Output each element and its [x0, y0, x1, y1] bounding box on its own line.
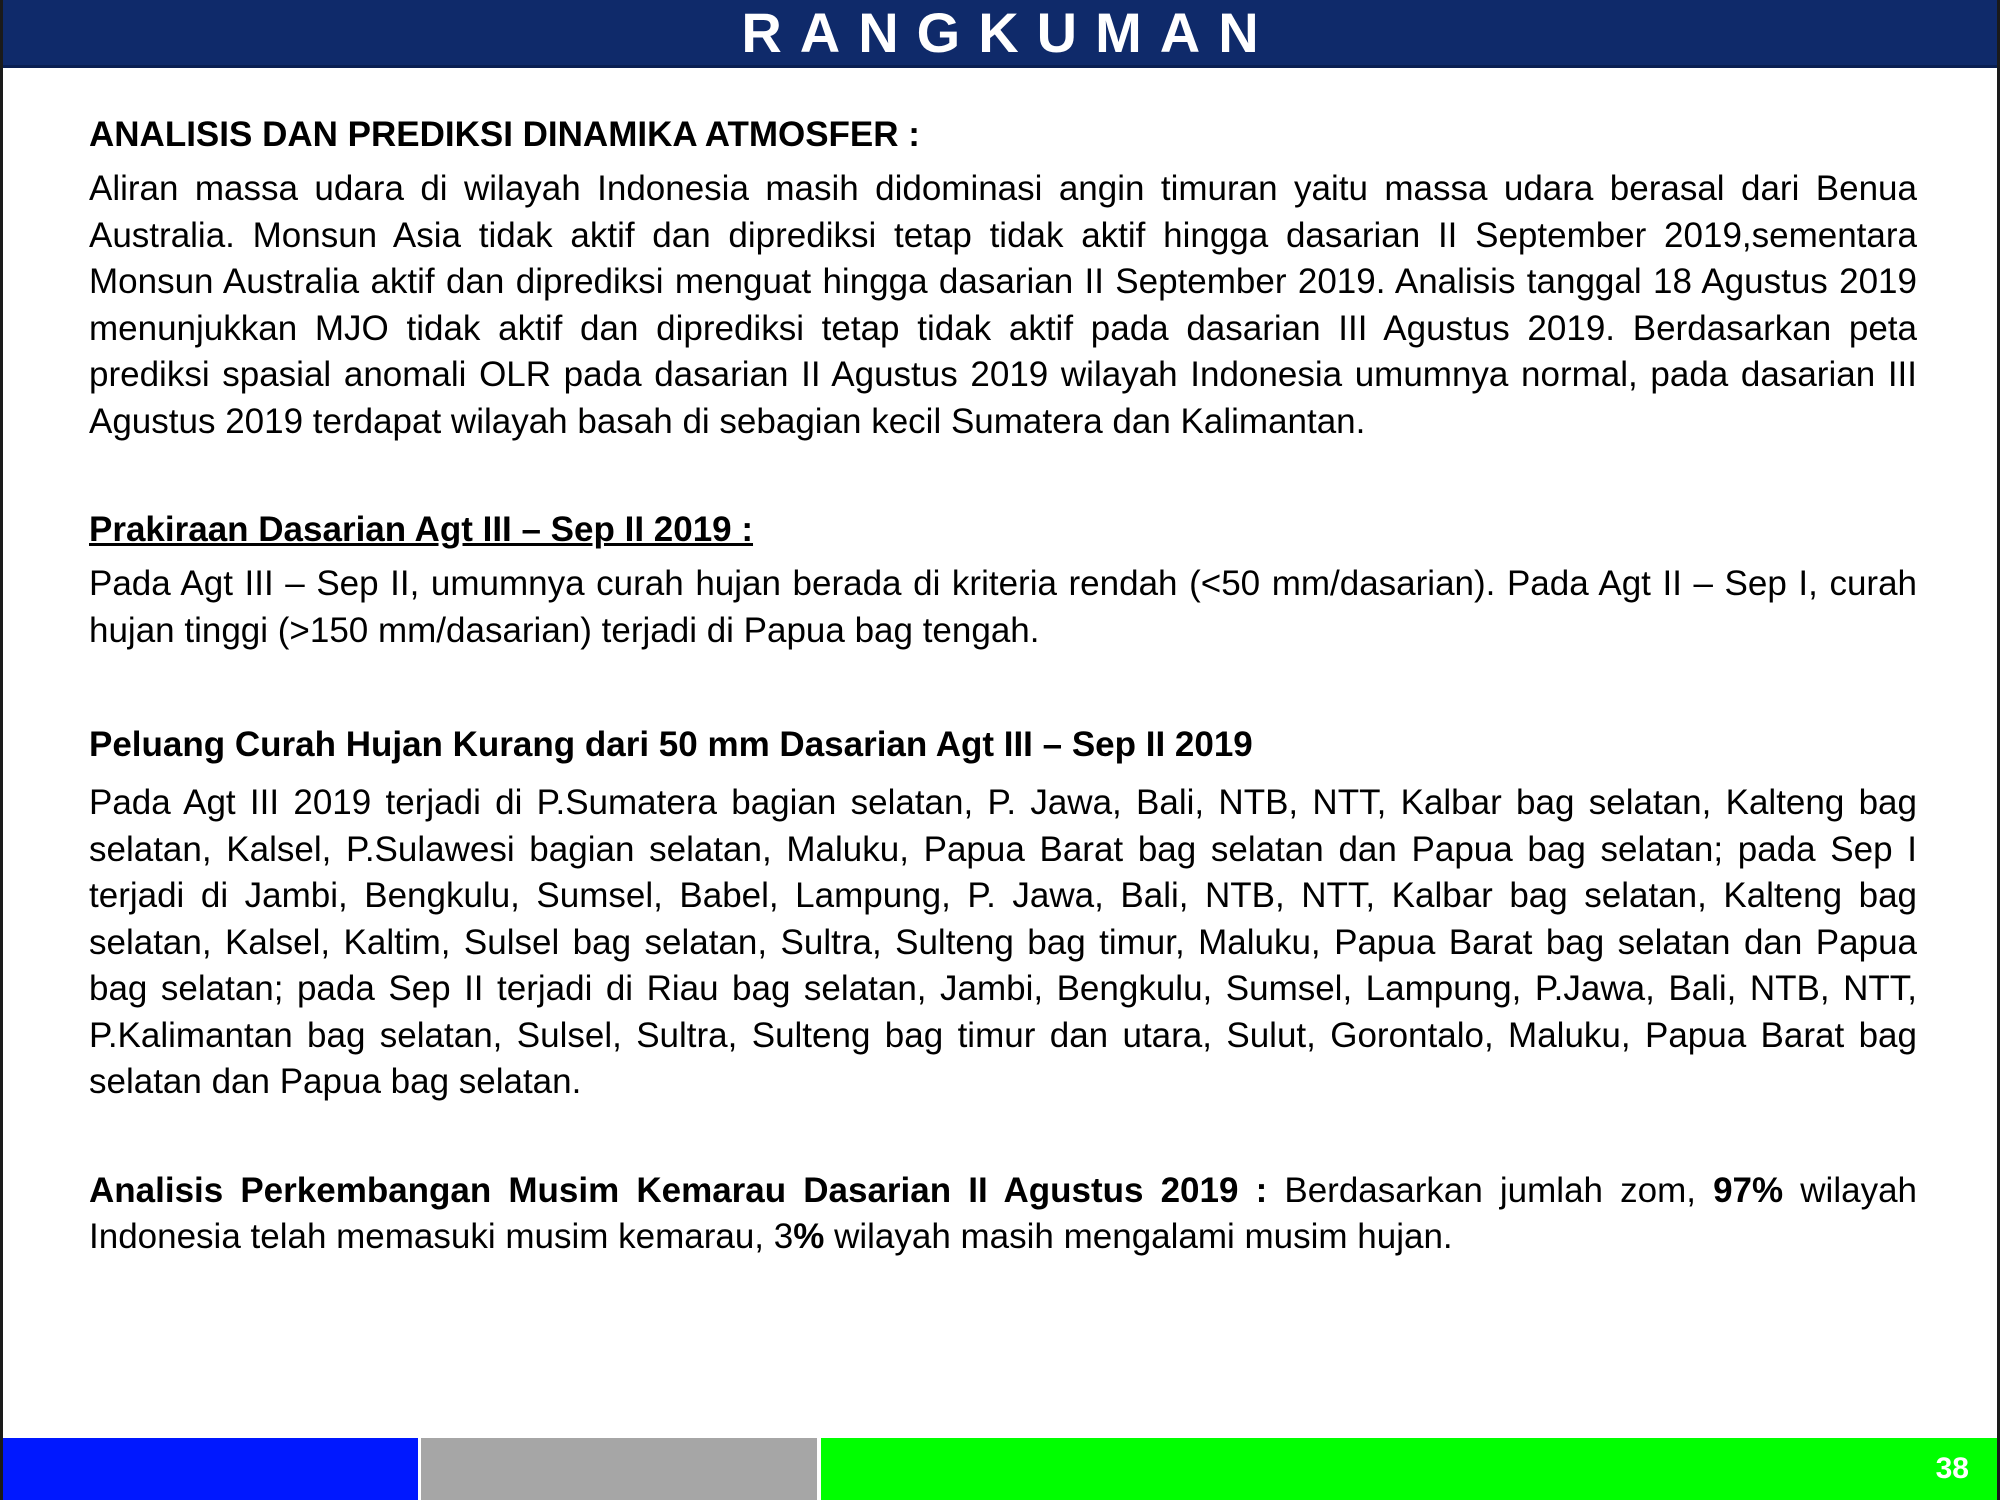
section-heading-peluang: Peluang Curah Hujan Kurang dari 50 mm Dasarian Agt III – Sep II 2019	[89, 725, 1253, 764]
section-peluang	[89, 722, 1917, 1106]
footer-blue-segment	[3, 1438, 418, 1500]
section-atmosfer	[89, 112, 1917, 445]
slide-content	[89, 112, 1917, 1261]
page-number: 38	[1935, 1452, 1969, 1485]
section-heading-musim: Analisis Perkembangan Musim Kemarau Dasarian II Agustus 2019 :	[89, 1170, 1268, 1210]
musim-hujan-percent-sign: %	[793, 1217, 825, 1256]
musim-kemarau-percentage: 97%	[1713, 1170, 1784, 1210]
section-body-musim	[89, 1168, 1917, 1261]
footer-gray-segment	[421, 1438, 817, 1500]
section-prakiraan	[89, 507, 1917, 654]
section-body-atmosfer: Aliran massa udara di wilayah Indonesia masih didominasi angin timuran yaitu massa udara berasal dari Benua Australia. Monsun Asia tidak aktif dan diprediksi tetap tidak aktif hingga dasarian II September 2019,sementara Monsun Australia aktif dan diprediksi menguat hingga dasarian II September 2019. Analisis tanggal 18 Agustus 2019 menunjukkan MJO tidak aktif dan diprediksi tetap tidak aktif pada dasarian III Agustus 2019. Berdasarkan peta prediksi spasial anomali OLR pada dasarian II Agustus 2019 wilayah Indonesia umumnya normal, pada dasarian III Agustus 2019 terdapat wilayah basah di sebagian kecil Sumatera dan Kalimantan.	[89, 169, 1917, 441]
title-bar	[3, 0, 1997, 68]
footer-bar	[3, 1438, 1997, 1500]
section-heading-atmosfer: ANALISIS DAN PREDIKSI DINAMIKA ATMOSFER :	[89, 115, 920, 154]
section-body-peluang: Pada Agt III 2019 terjadi di P.Sumatera bagian selatan, P. Jawa, Bali, NTB, NTT, Kalbar bag selatan, Kalteng bag selatan, Kalsel, P.Sulawesi bagian selatan, Maluku, Papua Barat bag selatan dan Papua bag selatan; pada Sep I terjadi di Jambi, Bengkulu, Sumsel, Babel, Lampung, P. Jawa, Bali, NTB, NTT, Kalbar bag selatan, Kalteng bag selatan, Kalsel, Kaltim, Sulsel bag selatan, Sultra, Sulteng bag timur, Maluku, Papua Barat bag selatan dan Papua bag selatan; pada Sep II terjadi di Riau bag selatan, Jambi, Bengkulu, Sumsel, Lampung, P.Jawa, Bali, NTB, NTT, P.Kalimantan bag selatan, Sulsel, Sultra, Sulteng bag timur dan utara, Sulut, Gorontalo, Maluku, Papua Barat bag selatan dan Papua bag selatan.	[89, 783, 1917, 1101]
section-heading-prakiraan: Prakiraan Dasarian Agt III – Sep II 2019 :	[89, 510, 754, 549]
slide-title: RANGKUMAN	[741, 0, 1277, 64]
section-body-prakiraan: Pada Agt III – Sep II, umumnya curah hujan berada di kriteria rendah (<50 mm/dasarian). Pada Agt II – Sep I, curah hujan tinggi (>150 mm/dasarian) terjadi di Papua bag tengah.	[89, 564, 1917, 650]
musim-text-2: wilayah Indonesia telah memasuki musim kemarau, 3	[89, 1170, 1917, 1256]
footer-green-segment	[821, 1438, 1997, 1500]
section-musim	[89, 1168, 1917, 1261]
musim-text-3: wilayah masih mengalami musim hujan.	[824, 1217, 1453, 1256]
musim-text-1: Berdasarkan jumlah zom,	[1267, 1170, 1714, 1210]
